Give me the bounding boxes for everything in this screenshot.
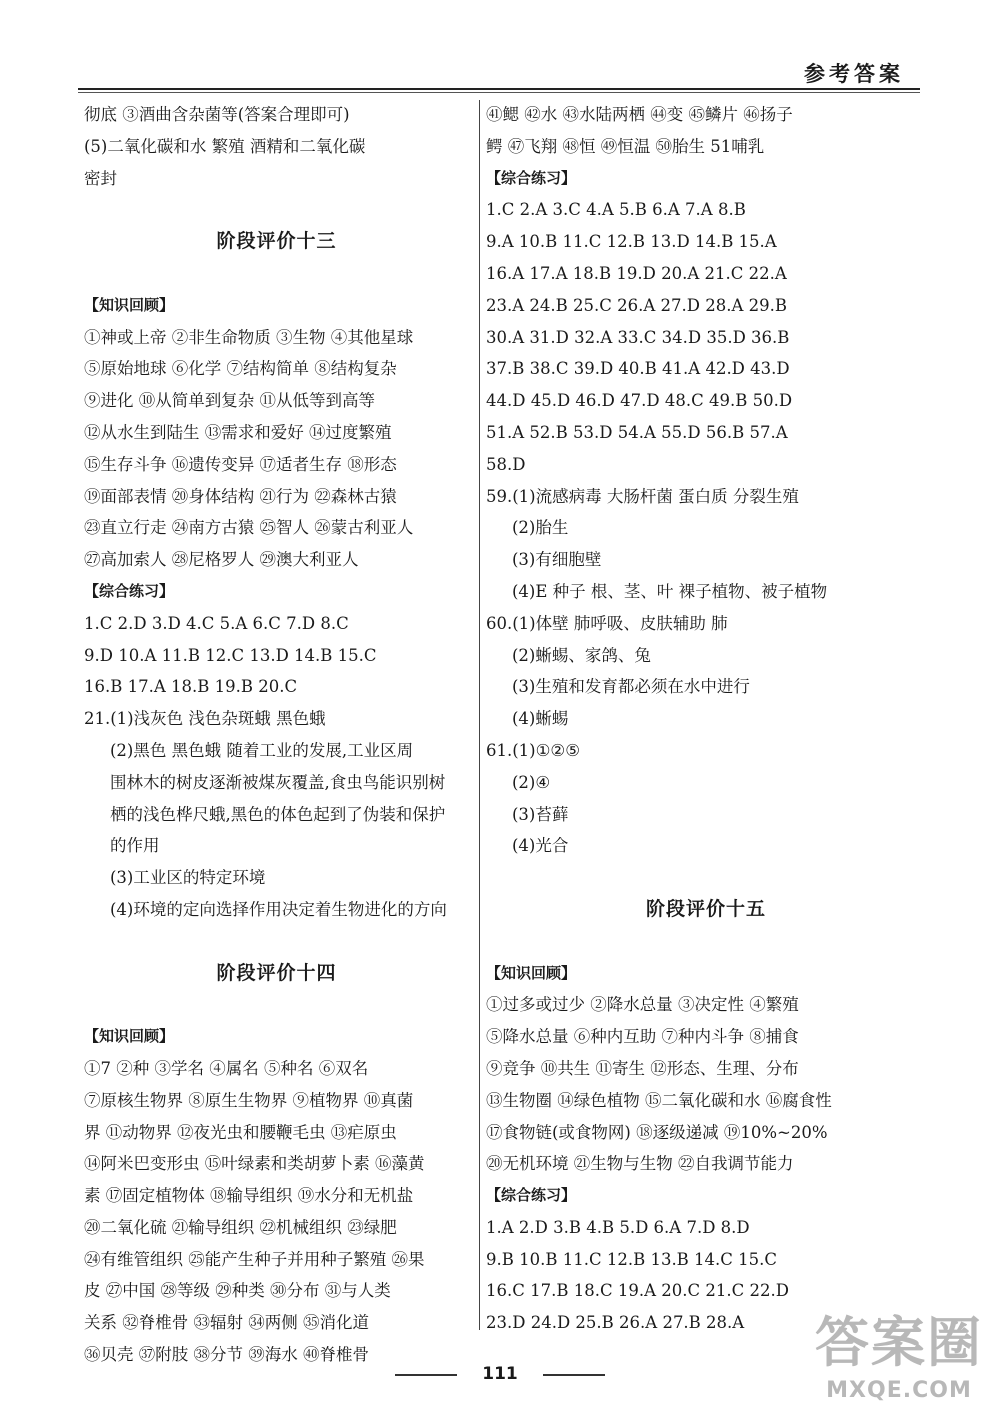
section-title: 阶段评价十四 [216, 961, 337, 984]
answer-line: (2)④ [512, 772, 551, 792]
watermark-text: 答案圈 [815, 1311, 983, 1374]
answer-line: ⑭阿米巴变形虫 ⑮叶绿素和类胡萝卜素 ⑯藻黄 [84, 1154, 425, 1174]
answer-line: ㉗高加索人 ㉘尼格罗人 ㉙澳大利亚人 [84, 550, 359, 570]
answer-line: ①7 ②种 ③学名 ④属名 ⑤种名 ⑥双名 [84, 1058, 369, 1078]
answer-line: 1.C 2.A 3.C 4.A 5.B 6.A 7.A 8.B [486, 200, 746, 220]
right-column [486, 99, 926, 1339]
left-spacer [84, 989, 469, 1021]
answer-line: ㊱贝壳 ㊲附肢 ㊳分节 ㊴海水 ㊵脊椎骨 [84, 1345, 369, 1365]
answer-line: 鳄 ㊼飞翔 ㊽恒 ㊾恒温 ㊿胎生 51哺乳 [486, 136, 765, 156]
answer-line: (2)蜥蜴、家鸽、兔 [512, 645, 651, 665]
answer-line: (3)生殖和发育都必须在水中进行 [512, 677, 750, 697]
answer-line: ⑳无机环境 ㉑生物与生物 ㉒自我调节能力 [486, 1154, 794, 1174]
answer-line: 围林木的树皮逐渐被煤灰覆盖,食虫鸟能识别树 [110, 772, 446, 792]
answer-line: 23.A 24.B 25.C 26.A 27.D 28.A 29.B [486, 295, 788, 315]
answer-line: (3)有细胞壁 [512, 550, 602, 570]
answer-line: 9.B 10.B 11.C 12.B 13.B 14.C 15.C [486, 1249, 778, 1269]
left-spacer [84, 926, 469, 958]
footer-ornament-right [543, 1374, 605, 1376]
answer-line: (4)蜥蜴 [512, 709, 569, 729]
answer-line: ①过多或过少 ②降水总量 ③决定性 ④繁殖 [486, 995, 799, 1015]
answer-line: ⑤降水总量 ⑥种内互助 ⑦种内斗争 ⑧捕食 [486, 1027, 799, 1047]
left-spacer [84, 258, 469, 290]
answer-line: (5)二氧化碳和水 繁殖 酒精和二氧化碳 [84, 136, 366, 156]
answer-line: 的作用 [110, 836, 160, 856]
answer-line: (2)黑色 黑色蛾 随着工业的发展,工业区周 [110, 740, 414, 760]
answer-line: 16.B 17.A 18.B 19.B 20.C [84, 677, 298, 697]
answer-line: 37.B 38.C 39.D 40.B 41.A 42.D 43.D [486, 359, 790, 379]
answer-line: 9.A 10.B 11.C 12.B 13.D 14.B 15.A [486, 232, 777, 252]
section-heading: 【知识回顾】 [486, 963, 577, 982]
answer-line: ㉔有维管组织 ㉕能产生种子并用种子繁殖 ㉖果 [84, 1249, 425, 1269]
answer-line: 界 ⑪动物界 ⑫夜光虫和腰鞭毛虫 ⑬疟原虫 [84, 1122, 397, 1142]
section-heading: 【综合练习】 [486, 168, 577, 187]
answer-line: 44.D 45.D 46.D 47.D 48.C 49.B 50.D [486, 391, 793, 411]
header-rule [78, 88, 920, 90]
answer-line: (2)胎生 [512, 518, 569, 538]
answer-line: 16.C 17.B 18.C 19.A 20.C 21.C 22.D [486, 1281, 789, 1301]
answer-line: 16.A 17.A 18.B 19.D 20.A 21.C 22.A [486, 263, 787, 283]
answer-line: ⑦原核生物界 ⑧原生生物界 ⑨植物界 ⑩真菌 [84, 1090, 414, 1110]
left-column [84, 99, 469, 1371]
answer-line: (4)光合 [512, 836, 569, 856]
answer-line: 58.D [486, 454, 526, 474]
watermark-url: MXQE.COM [826, 1378, 972, 1403]
answer-line: 密封 [84, 168, 117, 188]
page-number: 111 [482, 1364, 518, 1384]
answer-line: (3)工业区的特定环境 [110, 868, 266, 888]
answer-line: (4)E 种子 根、茎、叶 裸子植物、被子植物 [512, 581, 828, 601]
answer-line: ①神或上帝 ②非生命物质 ③生物 ④其他星球 [84, 327, 414, 347]
answer-line: 1.A 2.D 3.B 4.B 5.D 6.A 7.D 8.D [486, 1217, 750, 1237]
right-spacer [486, 862, 926, 894]
answer-line: ⑫从水生到陆生 ⑬需求和爱好 ⑭过度繁殖 [84, 422, 392, 442]
right-spacer [486, 926, 926, 958]
answer-line: ㉓直立行走 ㉔南方古猿 ㉕智人 ㉖蒙古利亚人 [84, 518, 414, 538]
answer-line: 30.A 31.D 32.A 33.C 34.D 35.D 36.B [486, 327, 790, 347]
answer-line: 61.(1)①②⑤ [486, 740, 580, 760]
answer-line: ⑲面部表情 ⑳身体结构 ㉑行为 ㉒森林古猿 [84, 486, 397, 506]
answer-line: (4)环境的定向选择作用决定着生物进化的方向 [110, 899, 447, 919]
answer-line: 23.D 24.D 25.B 26.A 27.B 28.A [486, 1313, 745, 1333]
left-spacer [84, 194, 469, 226]
answer-line: 栖的浅色桦尺蛾,黑色的体色起到了伪装和保护 [110, 804, 446, 824]
answer-line: 60.(1)体壁 肺呼吸、皮肤辅助 肺 [486, 613, 728, 633]
answer-line: 关系 ㉜脊椎骨 ㉝辐射 ㉞两侧 ㉟消化道 [84, 1313, 369, 1333]
answer-line: ⑳二氧化硫 ㉑输导组织 ㉒机械组织 ㉓绿肥 [84, 1217, 397, 1237]
section-heading: 【知识回顾】 [84, 1027, 175, 1046]
answer-line: 9.D 10.A 11.B 12.C 13.D 14.B 15.C [84, 645, 377, 665]
answer-line: ⑰食物链(或食物网) ⑱逐级递减 ⑲10%~20% [486, 1122, 828, 1142]
answer-line: ⑮生存斗争 ⑯遗传变异 ⑰适者生存 ⑱形态 [84, 454, 397, 474]
section-heading: 【综合练习】 [486, 1186, 577, 1205]
watermark-logo [814, 1308, 984, 1420]
section-title: 阶段评价十三 [216, 230, 337, 253]
section-heading: 【知识回顾】 [84, 295, 175, 314]
answer-line: ⑤原始地球 ⑥化学 ⑦结构简单 ⑧结构复杂 [84, 359, 397, 379]
header-rule-thin [78, 92, 920, 93]
answer-line: ⑬生物圈 ⑭绿色植物 ⑮二氧化碳和水 ⑯腐食性 [486, 1090, 832, 1110]
answer-line: 1.C 2.D 3.D 4.C 5.A 6.C 7.D 8.C [84, 613, 349, 633]
answer-line: 21.(1)浅灰色 浅色杂斑蛾 黑色蛾 [84, 709, 326, 729]
page-header-title: 参考答案 [804, 62, 904, 86]
answer-line: ⑨进化 ⑩从简单到复杂 ⑪从低等到高等 [84, 391, 375, 411]
answer-line: 彻底 ③酒曲含杂菌等(答案合理即可) [84, 105, 350, 124]
section-title: 阶段评价十五 [645, 897, 766, 920]
answer-line: 59.(1)流感病毒 大肠杆菌 蛋白质 分裂生殖 [486, 486, 799, 506]
answer-line: 素 ⑰固定植物体 ⑱输导组织 ⑲水分和无机盐 [84, 1186, 414, 1206]
column-divider [479, 100, 480, 1330]
answer-line: (3)苔藓 [512, 804, 569, 824]
section-heading: 【综合练习】 [84, 581, 175, 600]
answer-line: 皮 ㉗中国 ㉘等级 ㉙种类 ㉚分布 ㉛与人类 [84, 1281, 391, 1301]
answer-line: ⑨竞争 ⑩共生 ⑪寄生 ⑫形态、生理、分布 [486, 1058, 799, 1078]
answer-line: ㊶鳃 ㊷水 ㊸水陆两栖 ㊹变 ㊺鳞片 ㊻扬子 [486, 105, 793, 124]
answer-line: 51.A 52.B 53.D 54.A 55.D 56.B 57.A [486, 422, 788, 442]
